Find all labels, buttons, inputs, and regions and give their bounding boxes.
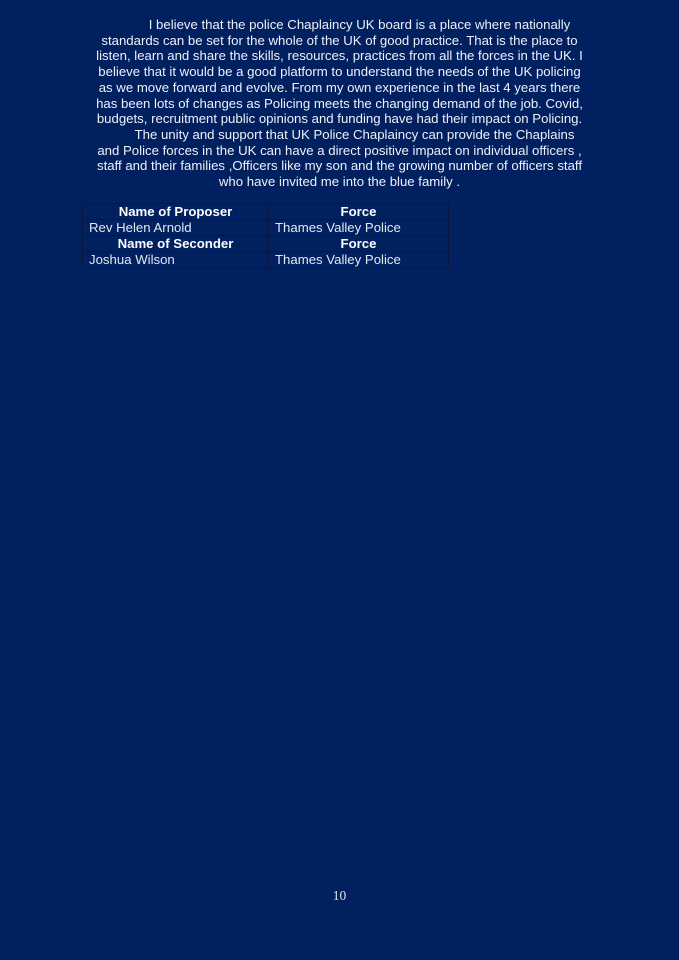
paragraph-line: and Police forces in the UK can have a direct positive impact on individual officers , [97, 142, 582, 158]
paragraph-line: budgets, recruitment public opinions and funding have had their impact on Policing. [96, 111, 583, 127]
paragraph-line: staff and their families ,Officers like my son and the growing number of officers staff [97, 158, 582, 174]
table-row-proposer-header [83, 204, 449, 220]
cell-seconder-name: Joshua Wilson [83, 252, 269, 268]
header-cell-name-of-proposer: Name of Proposer [83, 204, 269, 220]
header-cell-force: Force [269, 236, 449, 252]
paragraph-line: who have invited me into the blue family . [218, 174, 461, 190]
cell-proposer-force: Thames Valley Police [269, 220, 449, 236]
paragraph-line: listen, learn and share the skills, resources, practices from all the forces in the UK. I [96, 48, 583, 64]
cell-proposer-name: Rev Helen Arnold [83, 220, 269, 236]
statement-paragraph [0, 17, 679, 190]
table-row-seconder [83, 252, 449, 268]
paragraph-line: I believe that the police Chaplaincy UK board is a place where nationally [148, 17, 571, 32]
paragraph-line: believe that it would be a good platform to understand the needs of the UK policing [98, 64, 581, 80]
table-row-proposer [83, 220, 449, 236]
header-cell-force: Force [269, 204, 449, 220]
paragraph-line: has been lots of changes as Policing meets the changing demand of the job. Covid, [96, 95, 583, 111]
paragraph-line: as we move forward and evolve. From my own experience in the last 4 years there [98, 79, 581, 95]
page-number: 10 [332, 888, 347, 903]
header-cell-name-of-seconder: Name of Seconder [83, 236, 269, 252]
proposer-seconder-table [82, 203, 449, 268]
table-row-seconder-header [83, 236, 449, 252]
paragraph-line: standards can be set for the whole of the UK of good practice. That is the place to [101, 32, 578, 48]
cell-seconder-force: Thames Valley Police [269, 252, 449, 268]
paragraph-line: The unity and support that UK Police Chaplaincy can provide the Chaplains [134, 126, 575, 142]
